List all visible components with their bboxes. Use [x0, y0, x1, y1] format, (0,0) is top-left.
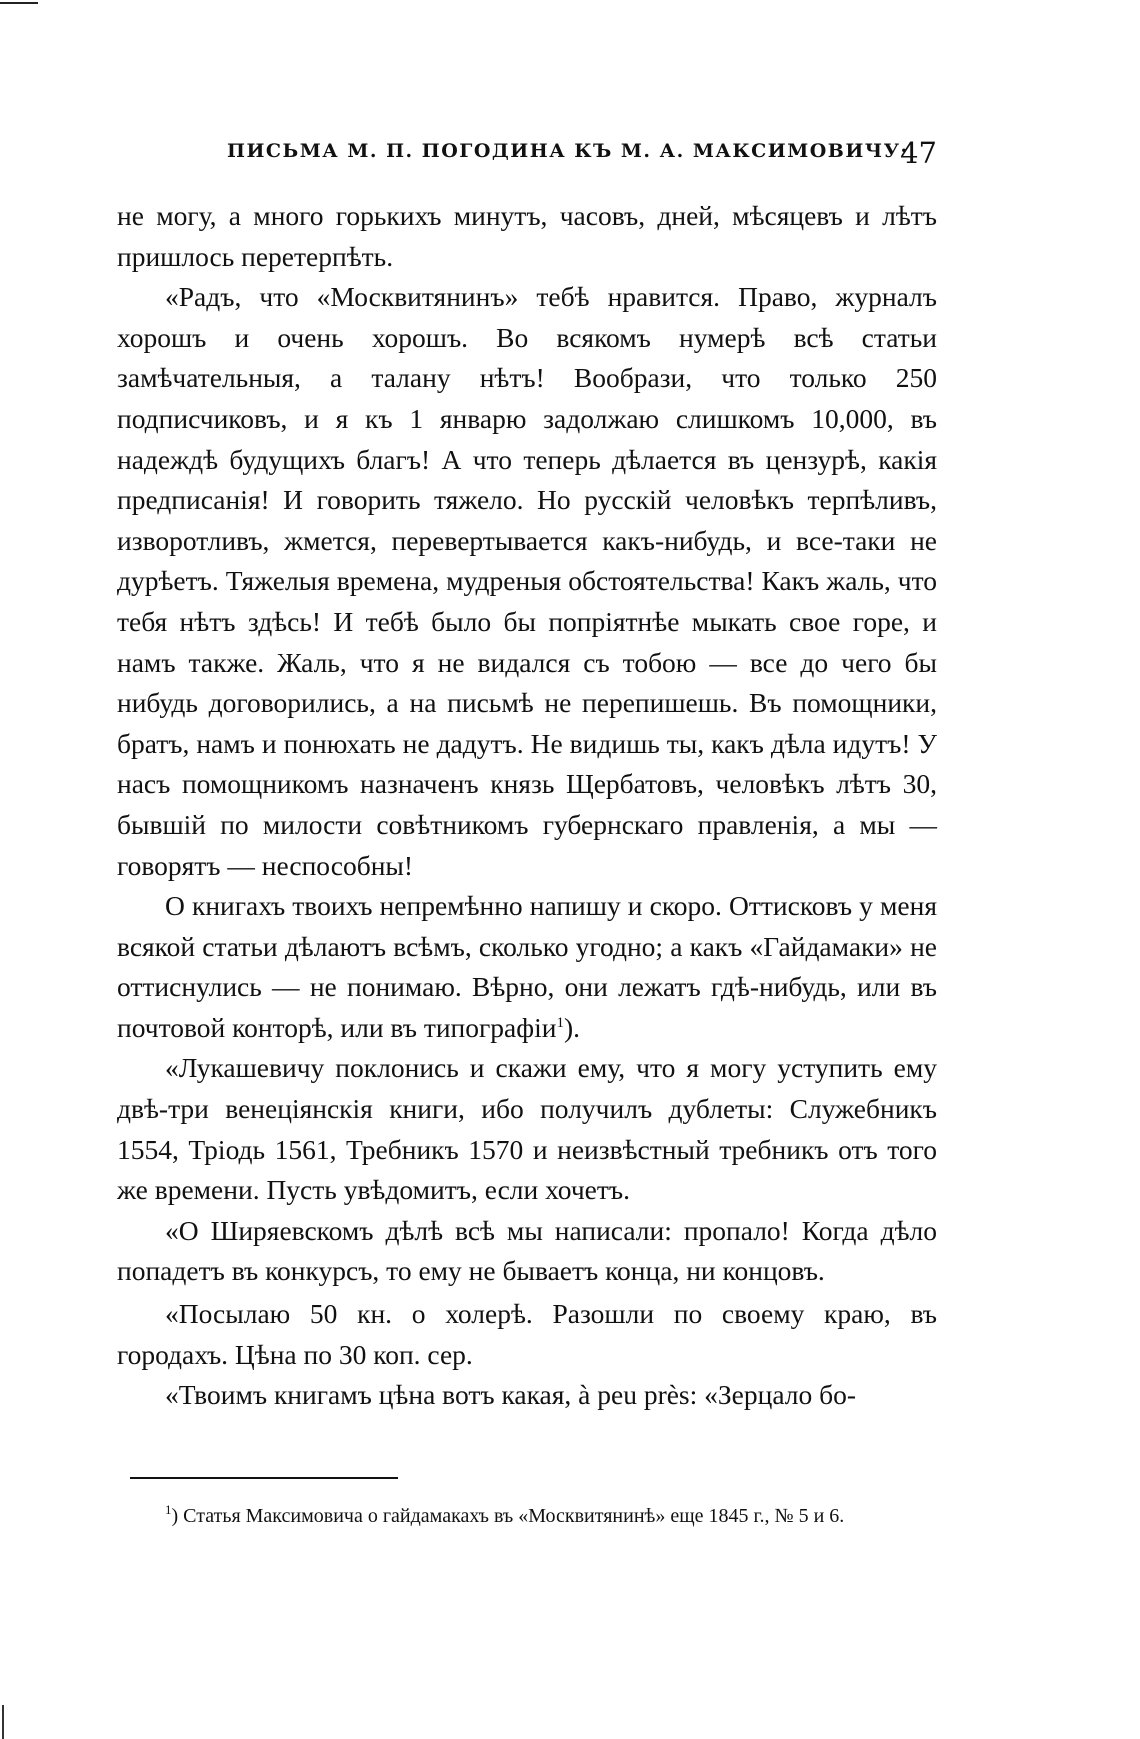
paragraph	[117, 1048, 937, 1210]
paragraph	[117, 1294, 937, 1375]
paragraph	[117, 1375, 937, 1416]
footnote-reference: 1	[556, 1014, 564, 1031]
running-header	[117, 136, 937, 176]
footnote	[117, 1500, 937, 1532]
scan-edge-mark	[2, 1705, 4, 1739]
running-title: ПИСЬМА М. П. ПОГОДИНА КЪ М. А. МАКСИМОВИЧУ·	[227, 140, 909, 162]
paragraph-text: «Лукашевичу поклонись и скажи ему, что я могу уступить ему двѣ-три венеціянскія книги, ибо получилъ дублеты: Служебникъ 1554, Тріодь 1561, Требникъ 1570 и неизвѣстный требникъ отъ того же времени. Пусть увѣдомитъ, если хочетъ.	[117, 1052, 937, 1206]
paragraph-text: «О Ширяевскомъ дѣлѣ всѣ мы написали: пропало! Когда дѣло попадетъ въ конкурсъ, то ему не бываетъ конца, ни концовъ.	[117, 1214, 937, 1287]
paragraph	[117, 196, 937, 277]
paragraph-text: «Твоимъ книгамъ цѣна вотъ какая, à peu près: «Зерцало бо-	[165, 1379, 857, 1411]
footnote-marker: 1	[165, 1502, 172, 1517]
footnote-divider	[130, 1477, 398, 1479]
page-number: 47	[900, 136, 937, 170]
paragraph	[117, 886, 937, 1048]
paragraph	[117, 277, 937, 886]
paragraph-tail: ).	[563, 1011, 580, 1043]
scan-edge-mark	[0, 2, 38, 4]
paragraph-text: не могу, а много горькихъ минутъ, часовъ, дней, мѣсяцевъ и лѣтъ пришлось перетерпѣть.	[117, 200, 937, 272]
paragraph-text: О книгахъ твоихъ непремѣнно напишу и скоро. Оттисковъ у меня всякой статьи дѣлаютъ всѣмъ, сколько угодно; а какъ «Гайдамаки» не оттиснулись — не понимаю. Вѣрно, они лежатъ гдѣ-нибудь, или въ почтовой конторѣ, или въ типографіи	[117, 890, 937, 1043]
paragraph-text: «Посылаю 50 кн. о холерѣ. Разошли по своему краю, въ городахъ. Цѣна по 30 коп. сер.	[117, 1298, 937, 1370]
paragraph-text: «Радъ, что «Москвитянинъ» тебѣ нравится. Право, журналъ хорошъ и очень хорошъ. Во всякомъ нумерѣ всѣ статьи замѣчательныя, а талану нѣтъ! Вообрази, что только 250 подписчиковъ, и я къ 1 январю задолжаю слишкомъ 10,000, въ надеждѣ будущихъ благъ! А что теперь дѣлается въ цензурѣ, какія предписанія! И говорить тяжело. Но русскій человѣкъ терпѣливъ, изворотливъ, жмется, перевертывается какъ-нибудь, и все-таки не дурѣетъ. Тяжелыя времена, мудреныя обстоятельства! Какъ жаль, что тебя нѣтъ здѣсь! И тебѣ было бы попріятнѣе мыкать свое горе, и намъ также. Жаль, что я не видался съ тобою — все до чего бы нибудь договорились, а на письмѣ не перепишешь. Въ помощники, братъ, намъ и понюхать не дадутъ. Не видишь ты, какъ дѣла идутъ! У насъ помощникомъ назначенъ князь Щербатовъ, человѣкъ лѣтъ 30, бывшій по милости совѣтникомъ губернскаго правленія, а мы — говорятъ — неспособны!	[117, 281, 937, 881]
footnote-text: ) Статья Максимовича о гайдамакахъ въ «Москвитянинѣ» еще 1845 г., № 5 и 6.	[171, 1505, 845, 1527]
letter-body	[117, 196, 937, 1416]
paragraph	[117, 1211, 937, 1292]
footnote-line	[117, 1500, 937, 1532]
